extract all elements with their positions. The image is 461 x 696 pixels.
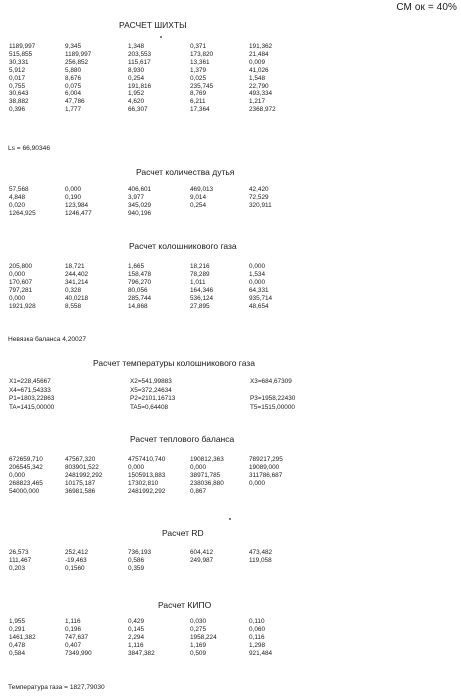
table-cell: X4=671,54333 bbox=[9, 386, 51, 394]
table-cell: 1,298 bbox=[249, 641, 265, 649]
table-cell: 17302,810 bbox=[128, 479, 159, 487]
table-cell: 206545,342 bbox=[9, 463, 43, 471]
section-title-kolosh-gas: Расчет колошникового газа bbox=[129, 241, 237, 251]
table-cell: 0,000 bbox=[9, 270, 25, 278]
table-cell: 2481992,292 bbox=[65, 471, 103, 479]
table-cell: 285,744 bbox=[128, 294, 152, 302]
table-cell bbox=[249, 488, 309, 496]
table-cell: 1264,925 bbox=[9, 209, 36, 217]
table-cell: 119,058 bbox=[249, 556, 272, 564]
table-cell: 604,412 bbox=[190, 549, 214, 556]
table-cell: 48,654 bbox=[249, 302, 269, 310]
table-cell: 0,203 bbox=[9, 564, 25, 572]
table-cell: 173,820 bbox=[190, 50, 214, 58]
table-cell: 0,254 bbox=[190, 201, 206, 209]
table-cell: 345,029 bbox=[128, 201, 152, 209]
ls-value: Ls = 66,90346 bbox=[8, 145, 50, 152]
table-cell: T5=1515,00000 bbox=[250, 403, 295, 411]
section-title-teplo: Расчет теплового баланса bbox=[130, 434, 235, 444]
table-cell: X3=684,67309 bbox=[250, 378, 292, 385]
table-cell bbox=[190, 565, 249, 573]
table-cell: 7349,990 bbox=[65, 649, 92, 657]
table-cell: X5=372,24634 bbox=[130, 386, 172, 394]
table-cell: 14,868 bbox=[128, 302, 148, 310]
table-cell: 311786,687 bbox=[249, 471, 283, 479]
table-cell: 921,484 bbox=[249, 649, 273, 657]
table-cell: 203,553 bbox=[128, 50, 152, 58]
table-cell: 5,880 bbox=[65, 66, 81, 74]
table-cell: 235,745 bbox=[190, 82, 214, 90]
table-cell: 1246,477 bbox=[65, 209, 92, 217]
table-cell: 1505913,883 bbox=[128, 471, 166, 479]
table-cell: 6,211 bbox=[190, 98, 206, 106]
table-cell: 10175,187 bbox=[65, 479, 96, 487]
table-cell: 1,011 bbox=[190, 278, 206, 286]
table-cell: 935,714 bbox=[249, 294, 273, 302]
table-cell: 940,196 bbox=[128, 209, 152, 217]
table-cell: 30,643 bbox=[9, 90, 29, 98]
table-cell: 78,289 bbox=[190, 270, 210, 278]
table-shikhta bbox=[9, 43, 309, 114]
table-rd bbox=[9, 549, 309, 573]
scan-speck bbox=[229, 518, 231, 520]
section-title-temp-gas: Расчет температуры колошникового газа bbox=[93, 358, 255, 368]
table-cell: 205,800 bbox=[9, 263, 33, 270]
table-cell: 26,573 bbox=[9, 549, 29, 556]
table-cell: 18,721 bbox=[65, 263, 85, 270]
table-cell: 21,484 bbox=[249, 50, 269, 58]
table-cell: 22,790 bbox=[249, 82, 269, 90]
table-cell: 0,017 bbox=[9, 74, 25, 82]
table-cell: 0,396 bbox=[9, 106, 25, 114]
table-cell: 244,402 bbox=[65, 270, 89, 278]
table-cell: 47,786 bbox=[65, 98, 85, 106]
table-cell: 789217,295 bbox=[249, 456, 283, 463]
table-cell: 3847,382 bbox=[128, 649, 155, 657]
table-cell: 1958,224 bbox=[190, 633, 217, 641]
table-cell: 66,307 bbox=[128, 106, 148, 114]
table-cell: 111,467 bbox=[9, 556, 32, 564]
table-cell: 0,407 bbox=[65, 641, 81, 649]
table-cell: 80,056 bbox=[128, 286, 148, 294]
table-cell: 0,075 bbox=[65, 82, 81, 90]
table-cell: 0,060 bbox=[249, 625, 265, 633]
table-cell: 6,004 bbox=[65, 90, 81, 98]
table-cell: 469,013 bbox=[190, 186, 214, 193]
table-cell: 0,000 bbox=[9, 294, 25, 302]
table-cell: 0,755 bbox=[9, 82, 25, 90]
table-cell: 0,254 bbox=[128, 74, 144, 82]
table-cell: 9,345 bbox=[65, 43, 81, 50]
table-cell: 1,952 bbox=[128, 90, 144, 98]
table-cell: 27,895 bbox=[190, 302, 210, 310]
table-cell: 0,478 bbox=[9, 641, 25, 649]
table-cell: 47567,320 bbox=[65, 456, 96, 463]
table-cell: 1,116 bbox=[65, 618, 81, 625]
table-cell: 0,190 bbox=[65, 193, 81, 201]
table-cell: 0,509 bbox=[190, 649, 206, 657]
table-cell: 268823,465 bbox=[9, 479, 43, 487]
table-cell: 1,169 bbox=[190, 641, 206, 649]
table-cell: 1189,997 bbox=[9, 43, 36, 50]
table-cell: 0,116 bbox=[249, 633, 265, 641]
table-cell: 40,0218 bbox=[65, 294, 89, 302]
cm-ok-label: СМ ок = 40% bbox=[396, 2, 457, 13]
table-cell: 72,529 bbox=[249, 193, 269, 201]
table-cell: 0,291 bbox=[9, 625, 25, 633]
table-cell: 406,601 bbox=[128, 186, 152, 193]
table-cell: X1=228,45667 bbox=[9, 378, 51, 385]
table-cell: 256,852 bbox=[65, 58, 89, 66]
table-cell: 3,977 bbox=[128, 193, 144, 201]
table-cell bbox=[250, 387, 330, 396]
scan-speck bbox=[160, 36, 162, 38]
table-cell: TA=1415,00000 bbox=[9, 403, 55, 411]
table-cell: 36981,586 bbox=[65, 487, 96, 495]
table-cell: 57,568 bbox=[9, 186, 29, 193]
table-cell: 38971,785 bbox=[190, 471, 221, 479]
table-cell: X2=541,99883 bbox=[130, 378, 172, 385]
table-cell: 13,361 bbox=[190, 58, 210, 66]
table-cell: 0,000 bbox=[9, 471, 25, 479]
table-cell: 8,769 bbox=[190, 90, 206, 98]
table-cell: 536,124 bbox=[190, 294, 214, 302]
table-cell: 170,607 bbox=[9, 278, 33, 286]
table-cell: 115,617 bbox=[128, 58, 151, 66]
table-cell: 191,362 bbox=[249, 43, 273, 50]
table-cell: 0,020 bbox=[9, 201, 25, 209]
table-cell: 191,816 bbox=[128, 82, 152, 90]
section-title-rd: Расчет RD bbox=[162, 528, 204, 538]
table-cell: 1,217 bbox=[249, 98, 265, 106]
table-cell: 1,116 bbox=[128, 641, 144, 649]
section-title-kipo: Расчет КИПО bbox=[158, 600, 212, 610]
section-title-shikhta: РАСЧЕТ ШИХТЫ bbox=[119, 20, 187, 30]
table-cell: 493,334 bbox=[249, 90, 273, 98]
table-cell: 0,359 bbox=[128, 564, 144, 572]
table-cell: 672659,710 bbox=[9, 456, 43, 463]
table-cell: 0,030 bbox=[190, 618, 206, 625]
table-cell: 1,955 bbox=[9, 618, 25, 625]
section-title-dutye: Расчет количества дутья bbox=[136, 167, 235, 177]
table-cell: 19089,000 bbox=[249, 463, 280, 471]
table-cell: 803901,522 bbox=[65, 463, 99, 471]
table-cell bbox=[249, 565, 309, 573]
table-cell: 164,346 bbox=[190, 286, 214, 294]
table-cell: 1461,382 bbox=[9, 633, 36, 641]
table-cell: 320,911 bbox=[249, 201, 272, 209]
table-cell: 252,412 bbox=[65, 549, 89, 556]
temperatura-gaza: Температура газа = 1827,79030 bbox=[8, 684, 105, 691]
table-cell: 736,193 bbox=[128, 549, 152, 556]
table-cell: -19,463 bbox=[65, 556, 87, 564]
table-cell: 42,420 bbox=[249, 186, 269, 193]
table-cell bbox=[190, 210, 249, 218]
table-cell: 0,000 bbox=[249, 263, 265, 270]
table-cell: 0,867 bbox=[190, 487, 206, 495]
table-cell: 8,558 bbox=[65, 302, 81, 310]
table-cell: TA5=0,64408 bbox=[130, 403, 169, 411]
table-cell: 0,196 bbox=[65, 625, 81, 633]
table-cell: 158,478 bbox=[128, 270, 152, 278]
table-cell: 18,216 bbox=[190, 263, 210, 270]
table-cell: 2481992,292 bbox=[128, 487, 166, 495]
table-cell: 0,009 bbox=[249, 58, 265, 66]
table-cell: 2368,972 bbox=[249, 106, 276, 114]
table-dutye bbox=[9, 186, 309, 218]
nevyazka-balansa: Невязка баланса 4,20027 bbox=[8, 336, 87, 343]
table-cell: 54000,000 bbox=[9, 487, 40, 495]
table-cell: 1,548 bbox=[249, 74, 265, 82]
table-cell: 0,000 bbox=[249, 479, 265, 487]
table-cell: 64,331 bbox=[249, 286, 269, 294]
table-cell: 0,584 bbox=[9, 649, 25, 657]
table-kolosh-gas bbox=[9, 263, 309, 310]
table-cell: 4,848 bbox=[9, 193, 25, 201]
table-cell: 9,014 bbox=[190, 193, 206, 201]
table-cell: 797,281 bbox=[9, 286, 33, 294]
table-cell: 1,534 bbox=[249, 270, 265, 278]
table-cell: 0,429 bbox=[128, 618, 144, 625]
table-cell: 1189,997 bbox=[65, 50, 92, 58]
table-cell: 796,270 bbox=[128, 278, 152, 286]
table-cell: P3=1958,22430 bbox=[250, 395, 296, 403]
table-cell: 17,364 bbox=[190, 106, 210, 114]
table-cell: 8,676 bbox=[65, 74, 81, 82]
table-cell: P1=1803,22863 bbox=[9, 395, 55, 403]
table-cell: 8,930 bbox=[128, 66, 144, 74]
table-teplo bbox=[9, 456, 309, 496]
table-cell: 0,371 bbox=[190, 43, 206, 50]
table-cell: 4,620 bbox=[128, 98, 144, 106]
table-cell: 0,110 bbox=[249, 618, 265, 625]
table-cell: 1,379 bbox=[190, 66, 206, 74]
table-cell: 5,912 bbox=[9, 66, 25, 74]
table-cell: P2=2101,16713 bbox=[130, 395, 176, 403]
table-cell: 38,882 bbox=[9, 98, 29, 106]
table-cell: 0,000 bbox=[128, 463, 144, 471]
table-cell: 0,275 bbox=[190, 625, 206, 633]
table-cell: 41,026 bbox=[249, 66, 269, 74]
table-cell: 515,855 bbox=[9, 50, 33, 58]
table-cell: 1,665 bbox=[128, 263, 144, 270]
table-temp-gas bbox=[9, 378, 330, 412]
table-cell: 2,294 bbox=[128, 633, 144, 641]
table-kipo bbox=[9, 618, 309, 658]
table-cell: 4757410,740 bbox=[128, 456, 166, 463]
table-cell: 1,777 bbox=[65, 106, 81, 114]
table-cell: 0,000 bbox=[249, 278, 265, 286]
table-cell: 0,025 bbox=[190, 74, 206, 82]
table-cell: 0,145 bbox=[128, 625, 144, 633]
table-cell: 190812,363 bbox=[190, 456, 224, 463]
table-cell: 238036,880 bbox=[190, 479, 224, 487]
table-cell: 747,637 bbox=[65, 633, 89, 641]
table-cell: 0,000 bbox=[65, 186, 81, 193]
table-cell: 30,331 bbox=[9, 58, 29, 66]
table-cell: 1921,928 bbox=[9, 302, 36, 310]
table-cell: 123,984 bbox=[65, 201, 89, 209]
table-cell: 0,328 bbox=[65, 286, 81, 294]
table-cell: 341,214 bbox=[65, 278, 89, 286]
table-cell: 0,1560 bbox=[65, 564, 85, 572]
table-cell: 473,482 bbox=[249, 549, 273, 556]
table-cell: 1,348 bbox=[128, 43, 144, 50]
table-cell bbox=[249, 210, 309, 218]
table-cell: 249,987 bbox=[190, 556, 214, 564]
table-cell: 0,000 bbox=[190, 463, 206, 471]
table-cell: 0,586 bbox=[128, 556, 144, 564]
